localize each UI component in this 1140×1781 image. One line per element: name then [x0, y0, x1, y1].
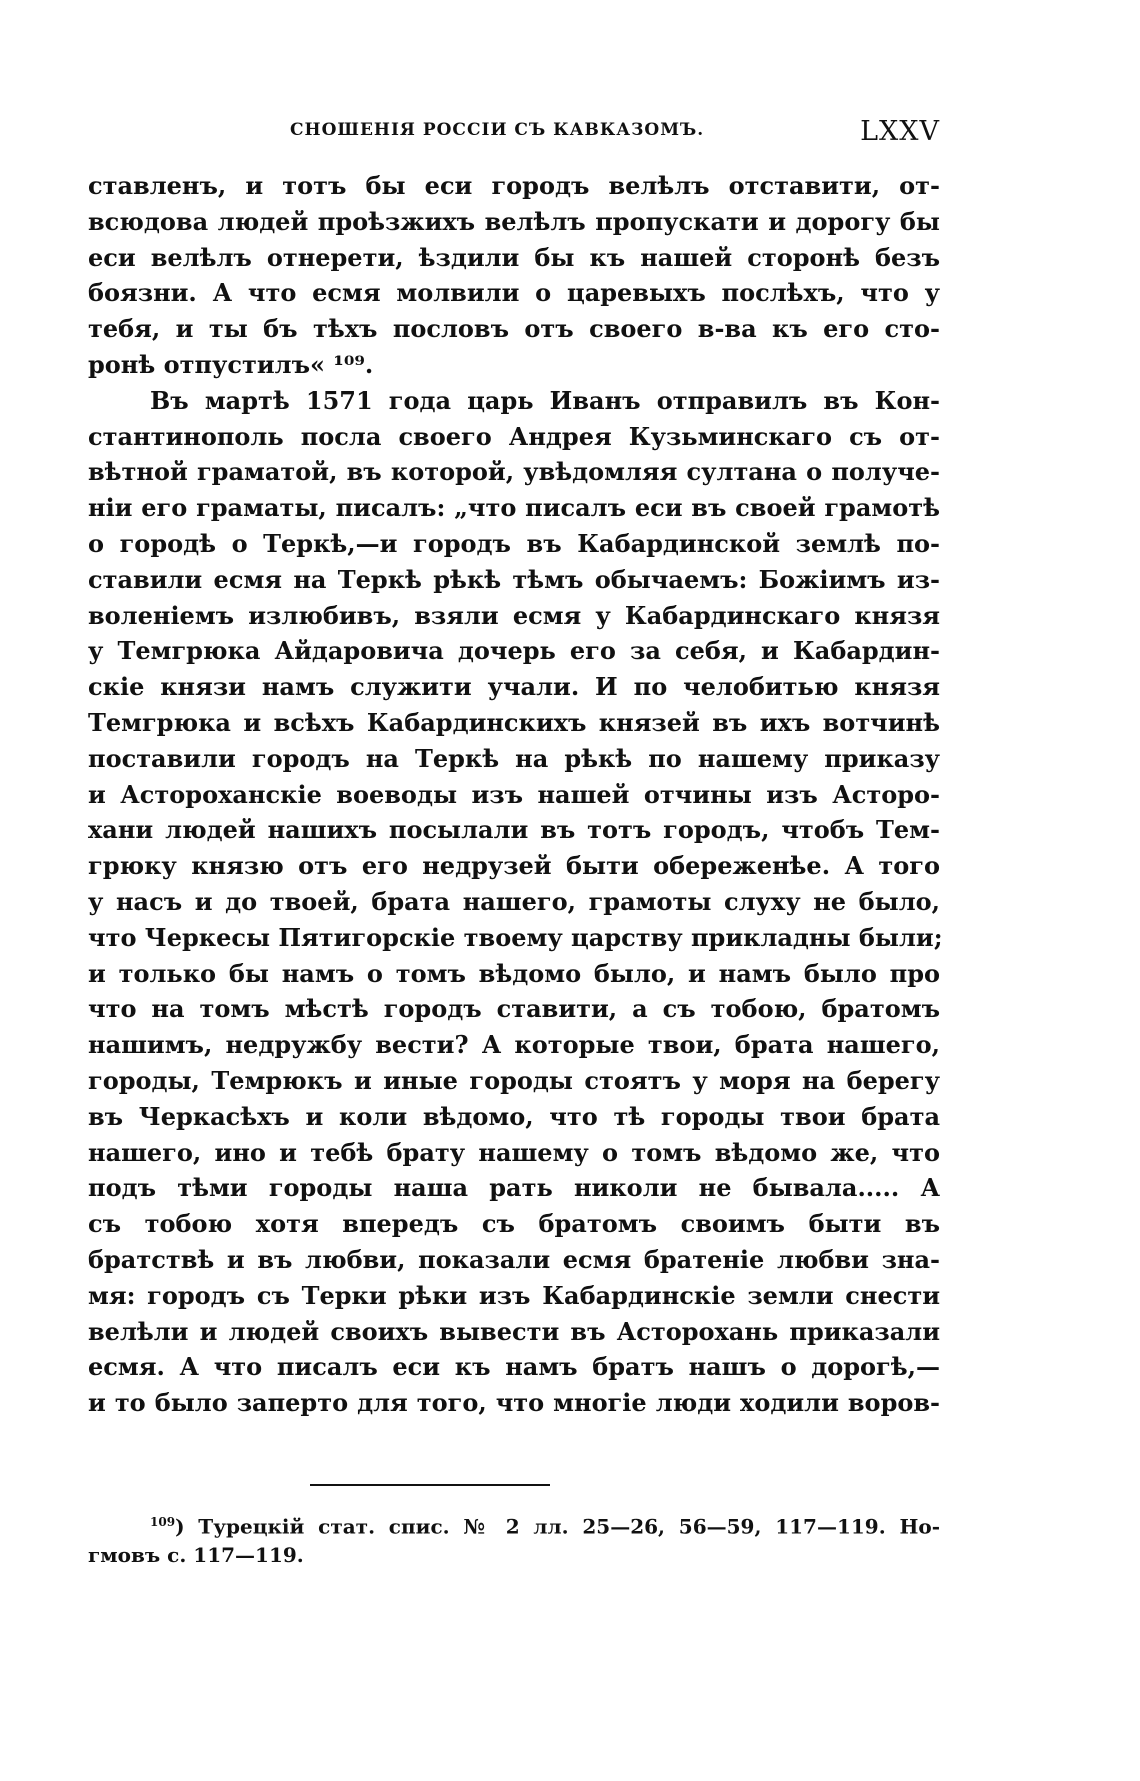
- footnote: [88, 1506, 940, 1572]
- text-line: и то было заперто для того, что многіе люди ходили воров-: [88, 1388, 940, 1418]
- text-line: о городѣ о Теркѣ,—и городъ въ Кабардинской землѣ по-: [88, 528, 940, 558]
- text-line: нашего, ино и тебѣ брату нашему о томъ вѣдомо же, что: [88, 1137, 940, 1167]
- text-line: подъ тѣми городы наша рать николи не бывала..... А: [88, 1173, 940, 1203]
- text-line: городы, Темрюкъ и иные городы стоятъ у моря на берегу: [88, 1065, 940, 1095]
- text-line: и только бы намъ о томъ вѣдомо было, и намъ было про: [88, 958, 940, 988]
- page-number: LXXV: [860, 116, 940, 147]
- page-header: [90, 116, 940, 152]
- footnote-line: [88, 1506, 940, 1539]
- text-line: всюдова людей проѣзжихъ велѣлъ пропускати и дорогу бы: [88, 206, 940, 236]
- text-line: Темгрюка и всѣхъ Кабардинскихъ князей въ ихъ вотчинѣ: [88, 707, 940, 737]
- footnote-marker: 109: [150, 1515, 176, 1529]
- text-line: ронѣ отпустилъ« ¹⁰⁹.: [88, 349, 374, 379]
- text-line: грюку князю отъ его недрузей быти обереженѣе. А того: [88, 851, 940, 881]
- text-line: вѣтной граматой, въ которой, увѣдомляя султана о получе-: [88, 457, 940, 487]
- text-line: ставленъ, и тотъ бы еси городъ велѣлъ отставити, от-: [88, 171, 940, 200]
- text-line: хани людей нашихъ посылали въ тотъ городъ, чтобъ Тем-: [88, 815, 940, 845]
- running-title: СНОШЕНІЯ РОССІИ СЪ КАВКАЗОМЪ.: [290, 120, 705, 140]
- text-line: братствѣ и въ любви, показали есмя братеніе любви зна-: [88, 1244, 940, 1274]
- text-line: у Темгрюка Айдаровича дочерь его за себя, и Кабардин-: [88, 636, 940, 666]
- text-line: въ Черкасѣхъ и коли вѣдомо, что тѣ городы твои брата: [88, 1101, 940, 1131]
- footnote-line: гмовъ с. 117—119.: [88, 1543, 304, 1567]
- text-line: еси велѣлъ отнерети, ѣздили бы къ нашей сторонѣ безъ: [88, 242, 940, 272]
- text-line: есмя. А что писалъ еси къ намъ братъ нашъ о дорогѣ,—: [88, 1352, 940, 1382]
- text-line: ніи его граматы, писалъ: „что писалъ еси въ своей грамотѣ: [88, 493, 940, 523]
- text-line: у насъ и до твоей, брата нашего, грамоты слуху не было,: [88, 886, 940, 916]
- footnote-divider: [310, 1484, 550, 1486]
- text-line: нашимъ, недружбу вести? А которые твои, брата нашего,: [88, 1030, 940, 1060]
- text-line: поставили городъ на Теркѣ на рѣкѣ по нашему приказу: [88, 743, 940, 773]
- text-line: что на томъ мѣстѣ городъ ставити, а съ тобою, братомъ: [88, 994, 940, 1024]
- body-text: [88, 168, 943, 1421]
- text-line: мя: городъ съ Терки рѣки изъ Кабардинскіе земли снести: [88, 1280, 940, 1310]
- text-line: и Астороханскіе воеводы изъ нашей отчины изъ Асторо-: [88, 779, 940, 809]
- text-line: боязни. А что есмя молвили о царевыхъ послѣхъ, что у: [88, 278, 940, 308]
- text-line: ставили есмя на Теркѣ рѣкѣ тѣмъ обычаемъ: Божіимъ из-: [88, 564, 940, 594]
- text-line: стантинополь посла своего Андрея Кузьминскаго съ от-: [88, 421, 940, 451]
- text-line: велѣли и людей своихъ вывести въ Асторохань приказали: [88, 1316, 940, 1346]
- text-line: Въ мартѣ 1571 года царь Иванъ отправилъ въ Кон-: [150, 385, 940, 415]
- footnote-text: ) Турецкій стат. спис. № 2 лл. 25—26, 56—59, 117—119. Но-: [175, 1514, 940, 1539]
- text-line: воленіемъ излюбивъ, взяли есмя у Кабардинскаго князя: [88, 600, 940, 630]
- text-line: скіе князи намъ служити учали. И по челобитью князя: [88, 672, 940, 702]
- text-line: что Черкесы Пятигорскіе твоему царству прикладны были;: [88, 922, 943, 952]
- text-line: съ тобою хотя впередъ съ братомъ своимъ быти въ: [88, 1209, 940, 1239]
- text-line: тебя, и ты бъ тѣхъ пословъ отъ своего в-ва къ его сто-: [88, 314, 940, 344]
